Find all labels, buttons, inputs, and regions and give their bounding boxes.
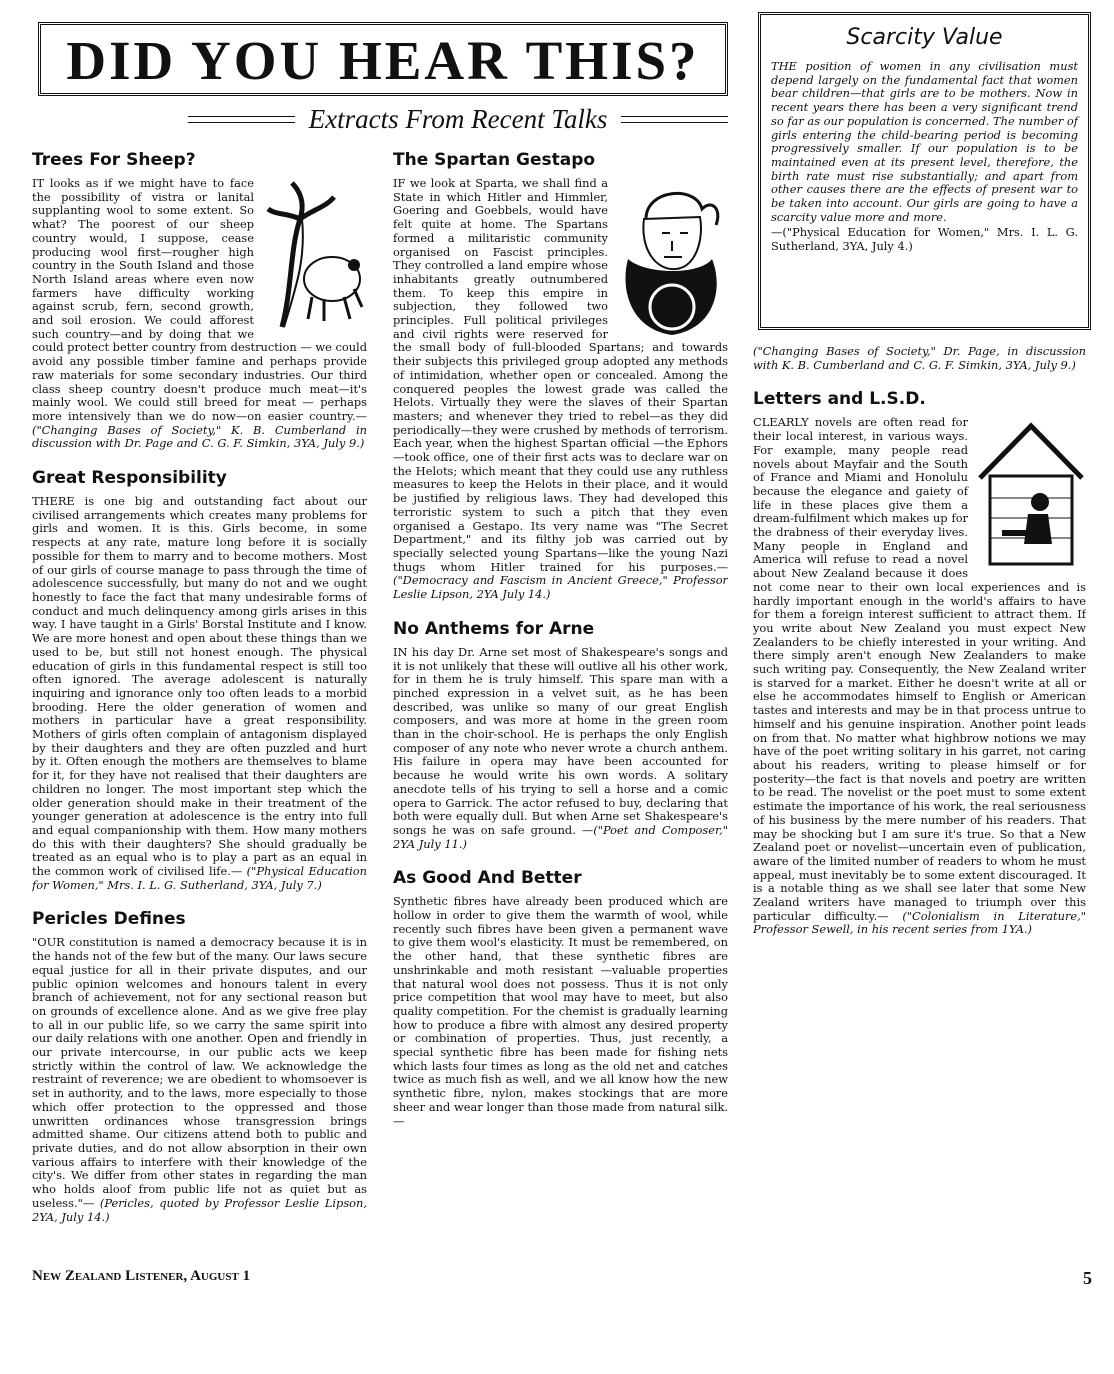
anthems-heading: No Anthems for Arne — [393, 618, 595, 639]
letters-body: CLEARLY novels are often read for their local interest, in various ways. For example, many people read novels about Mayfair and the South of France and Miami and Honolulu because the elegance and gaiety of life in these places give them a dream-fulfilment which makes up for the drabness of their everyday lives. Many people in England and America will refuse to read a novel about New Zealand because it does not come near to their own local experiences and is hardly important enough in the world's affairs to have for them a foreign interest sufficient to attract them. If you write about New Zealand you must expect New Zealanders to be chiefly interested in your writing. And there simply aren't enough New Zealanders to make such writing pay. Consequently, the New Zealand writer is starved for a market. Either he doesn't write at all or else he accommodates himself to English or American tastes and interests and may be in that process untrue to himself and his genuine inspiration. Another point leads on from that. No matter what highbrow notions we may have of the poet writing solitary in his garret, not caring about his readers, writing to please himself or for posterity—the fact is that novels and poetry are written to be read. The novelist or the poet must to some extent estimate the importance of his work, the real seriousness of his business by the mere number of his readers. That may be shocking but I am sure it's true. So that a New Zealand poet or novelist—uncertain even of publication, aware of the limited number of readers to whom he must appeal, must inevitably be to some extent discouraged. It is a notable thing as we shall see later that some New Zealand writers have managed to triumph over this particular difficulty.— ("Colonialism in Literature," Professor Sewell, in his recent series from 1YA.) — [753, 415, 1086, 937]
scarcity-value-box — [758, 12, 1091, 330]
page-number: 5 — [1083, 1268, 1092, 1288]
masthead-subtitle-row — [38, 103, 728, 135]
better-body: Synthetic fibres have already been produced which are hollow in order to give them the warmth of wool, while recently such fibres have been given a permanent wave to give them wool's elasticity. It must be remembered, on the other hand, that these synthetic fibres are unshrinkable and moth resistant —valuable properties that natural wool does not possess. Thus it is not only price competition that wool may have to meet, but also quality competition. For the chemist is gradually learning how to produce a fibre with almost any desired property or combination of properties. Thus, just recently, a special synthetic fibre has been made for fishing nets which lasts four times as long as the old net and catches twice as much fish as well, and we all know how the new synthetic fibre, nylon, makes stockings that are more sheer and wear longer than those made from natural silk.— — [393, 894, 728, 1128]
gestapo-heading: The Spartan Gestapo — [393, 150, 596, 170]
tree-and-sheep-illustration — [262, 179, 367, 329]
scarcity-value-heading: Scarcity Value — [846, 25, 1003, 50]
scarcity-value-body: THE position of women in any civilisation must depend largely on the fundamental fact that women bear children—that girls are to be mothers. Now in recent years there has been a very significant trend so far as our population is concerned. The number of girls entering the child-bearing period is becoming progressively smaller. If our population is to be maintained even at its present level, therefore, the birth rate must rise substantially; and apart from other causes there are the effects of present war to be taken into account. Our girls are going to have a scarcity value more and more. — [771, 59, 1078, 224]
publication-line: New Zealand Listener, August 1 — [32, 1268, 251, 1284]
subtitle-rule-left — [188, 116, 295, 123]
responsibility-heading: Great Responsibility — [32, 468, 227, 489]
column-2 — [393, 145, 728, 1255]
masthead-title: DID YOU HEAR THIS? — [66, 30, 700, 91]
subtitle-rule-right — [621, 116, 728, 123]
gestapo-body: IF we look at Sparta, we shall find a State in which Hitler and Himmler, Goering and Goebbels, would have felt quite at home. The Spartans formed a militaristic community organised on Fascist principles. They controlled a land empire whose inhabitants greatly outnumbered them. To keep this empire in subjection, they followed two principles. Full political privileges and civil rights were reserved for the small body of full-blooded Spartans; and towards their subjects this privileged group adopted any methods of intimidation, whether open or concealed. Among the conquered peoples the lowest grade was called the Helots. Virtually they were the slaves of their Spartan masters; and whenever they tried to rebel—as they did periodically—they were crushed by methods of terrorism. Each year, when the highest Spartan official —the Ephors—took office, one of their first acts was to declare war on the Helots; which meant that they could use any ruthless measures to keep the Helots in their place, and it would be justified by religious laws. They had developed this terroristic system to such a pitch that they even organised a Gestapo. Its very name was "The Secret Department," and its filthy job was carried out by specially selected young Spartans—like the young Nazi thugs whom Hitler trained for his purposes.— ("Democracy and Fascism in Ancient Greece," Professor Leslie Lipson, 2YA July 14.) — [393, 176, 728, 602]
column-1 — [32, 145, 367, 1255]
page-footer — [32, 1268, 1092, 1292]
pericles-body: "OUR constitution is named a democracy because it is in the hands not of the few but of the many. Our laws secure equal justice for all in their private disputes, and our public opinion welcomes and honours talent in every branch of achievement, not for any sectional reason but on grounds of excellence alone. And as we give free play to all in our public life, so we carry the same spirit into our daily relations with one another. Open and friendly in our private intercourse, in our public acts we keep strictly within the control of law. We acknowledge the restraint of reverence; we are obedient to whomsoever is set in authority, and to the laws, more especially to those which offer protection to the oppressed and those unwritten ordinances whose transgression brings admitted shame. Our citizens attend both to public and private duties, and do not allow absorption in their own various affairs to interfere with their knowledge of the city's. We differ from other states in regarding the man who holds aloof from public life not as quiet but as useless."— (Pericles, quoted by Professor Leslie Lipson, 2YA, July 14.) — [32, 935, 367, 1224]
masthead-subtitle: Extracts From Recent Talks — [308, 103, 608, 134]
better-source: ("Changing Bases of Society," Dr. Page, in discussion with K. B. Cumberland and C. G. F. Simkin, 3YA, July 9.) — [753, 345, 1086, 372]
pericles-heading: Pericles Defines — [32, 909, 186, 930]
scarcity-value-source: —("Physical Education for Women," Mrs. I. L. G. Sutherland, 3YA, July 4.) — [771, 225, 1078, 254]
trees-heading: Trees For Sheep? — [32, 150, 196, 170]
better-heading: As Good And Better — [393, 868, 582, 889]
column-3 — [753, 345, 1086, 1255]
letters-heading: Letters and L.S.D. — [753, 389, 926, 410]
spartan-warrior-illustration — [616, 179, 728, 339]
anthems-body: IN his day Dr. Arne set most of Shakespeare's songs and it is not unlikely that these will outlive all his other work, for in them he is truly himself. This spare man with a pinched expression in a velvet suit, as he has been described, was unlike so many of our great English composers, and was more at home in the green room than in the choir-school. He is perhaps the only English composer of any note who never wrote a church anthem. His failure in opera may have been accounted for because he would write his own words. A solitary anecdote tells of his trying to sell a horse and a comic opera to Garrick. The actor refused to buy, declaring that both were equally dull. But when Arne set Shakespeare's songs he was on safe ground. —("Poet and Composer," 2YA July 11.) — [393, 644, 728, 851]
masthead-box — [38, 22, 728, 96]
trees-body: IT looks as if we might have to face the possibility of vistra or lanital supplanting wool to some extent. So what? The poorest of our sheep country would, I suppose, cease producing wool first—rougher high country in the South Island and those North Island areas where even now farmers have difficulty working against scrub, fern, second growth, and soil erosion. We could afforest such country—and by doing that we could protect better country from destruction — we could avoid any possible timber famine and perhaps provide raw materials for some secondary industries. Our third class sheep country doesn't produce much meat—it's mainly wool. We could still breed for meat — perhaps more intensively than we do now—on easier country.— ("Changing Bases of Society," K. B. Cumberland in discussion with Dr. Page and C. G. F. Simkin, 3YA, July 9.) — [32, 176, 367, 451]
responsibility-body: THERE is one big and outstanding fact about our civilised arrangements which creates many problems for girls and women. It is this. Girls become, in some respects at any rate, mature long before it is socially possible for them to marry and to become mothers. Most of our girls of course manage to pass through the time of adolescence successfully, but many do not and we ought honestly to face the fact that many undesirable forms of conduct and much delinquency among girls arises in this way. I have taught in a Girls' Borstal Institute and I know. We are more honest and open about these things than we used to be, but still not honest enough. The physical education of girls in this fundamental respect is still too often ignored. The average adolescent is naturally inquiring and ignorance only too often leads to a morbid brooding. Here the older generation of women and mothers in particular have a great responsibility. Mothers of girls often complain of antagonism displayed by their daughters and they are often puzzled and hurt by it. Often enough the mothers are themselves to blame for it, for they have not realised that their daughters are children no longer. The most important step which the older generation should make in their treatment of the younger generation at adolescence is the entry into full and equal companionship with them. How many mothers do this with their daughters? She should gradually be treated as an equal who is to play a part as an equal in the common work of civilised life.— ("Physical Education for Women," Mrs. I. L. G. Sutherland, 3YA, July 7.) — [32, 494, 367, 892]
writer-in-garret-illustration — [976, 418, 1086, 568]
